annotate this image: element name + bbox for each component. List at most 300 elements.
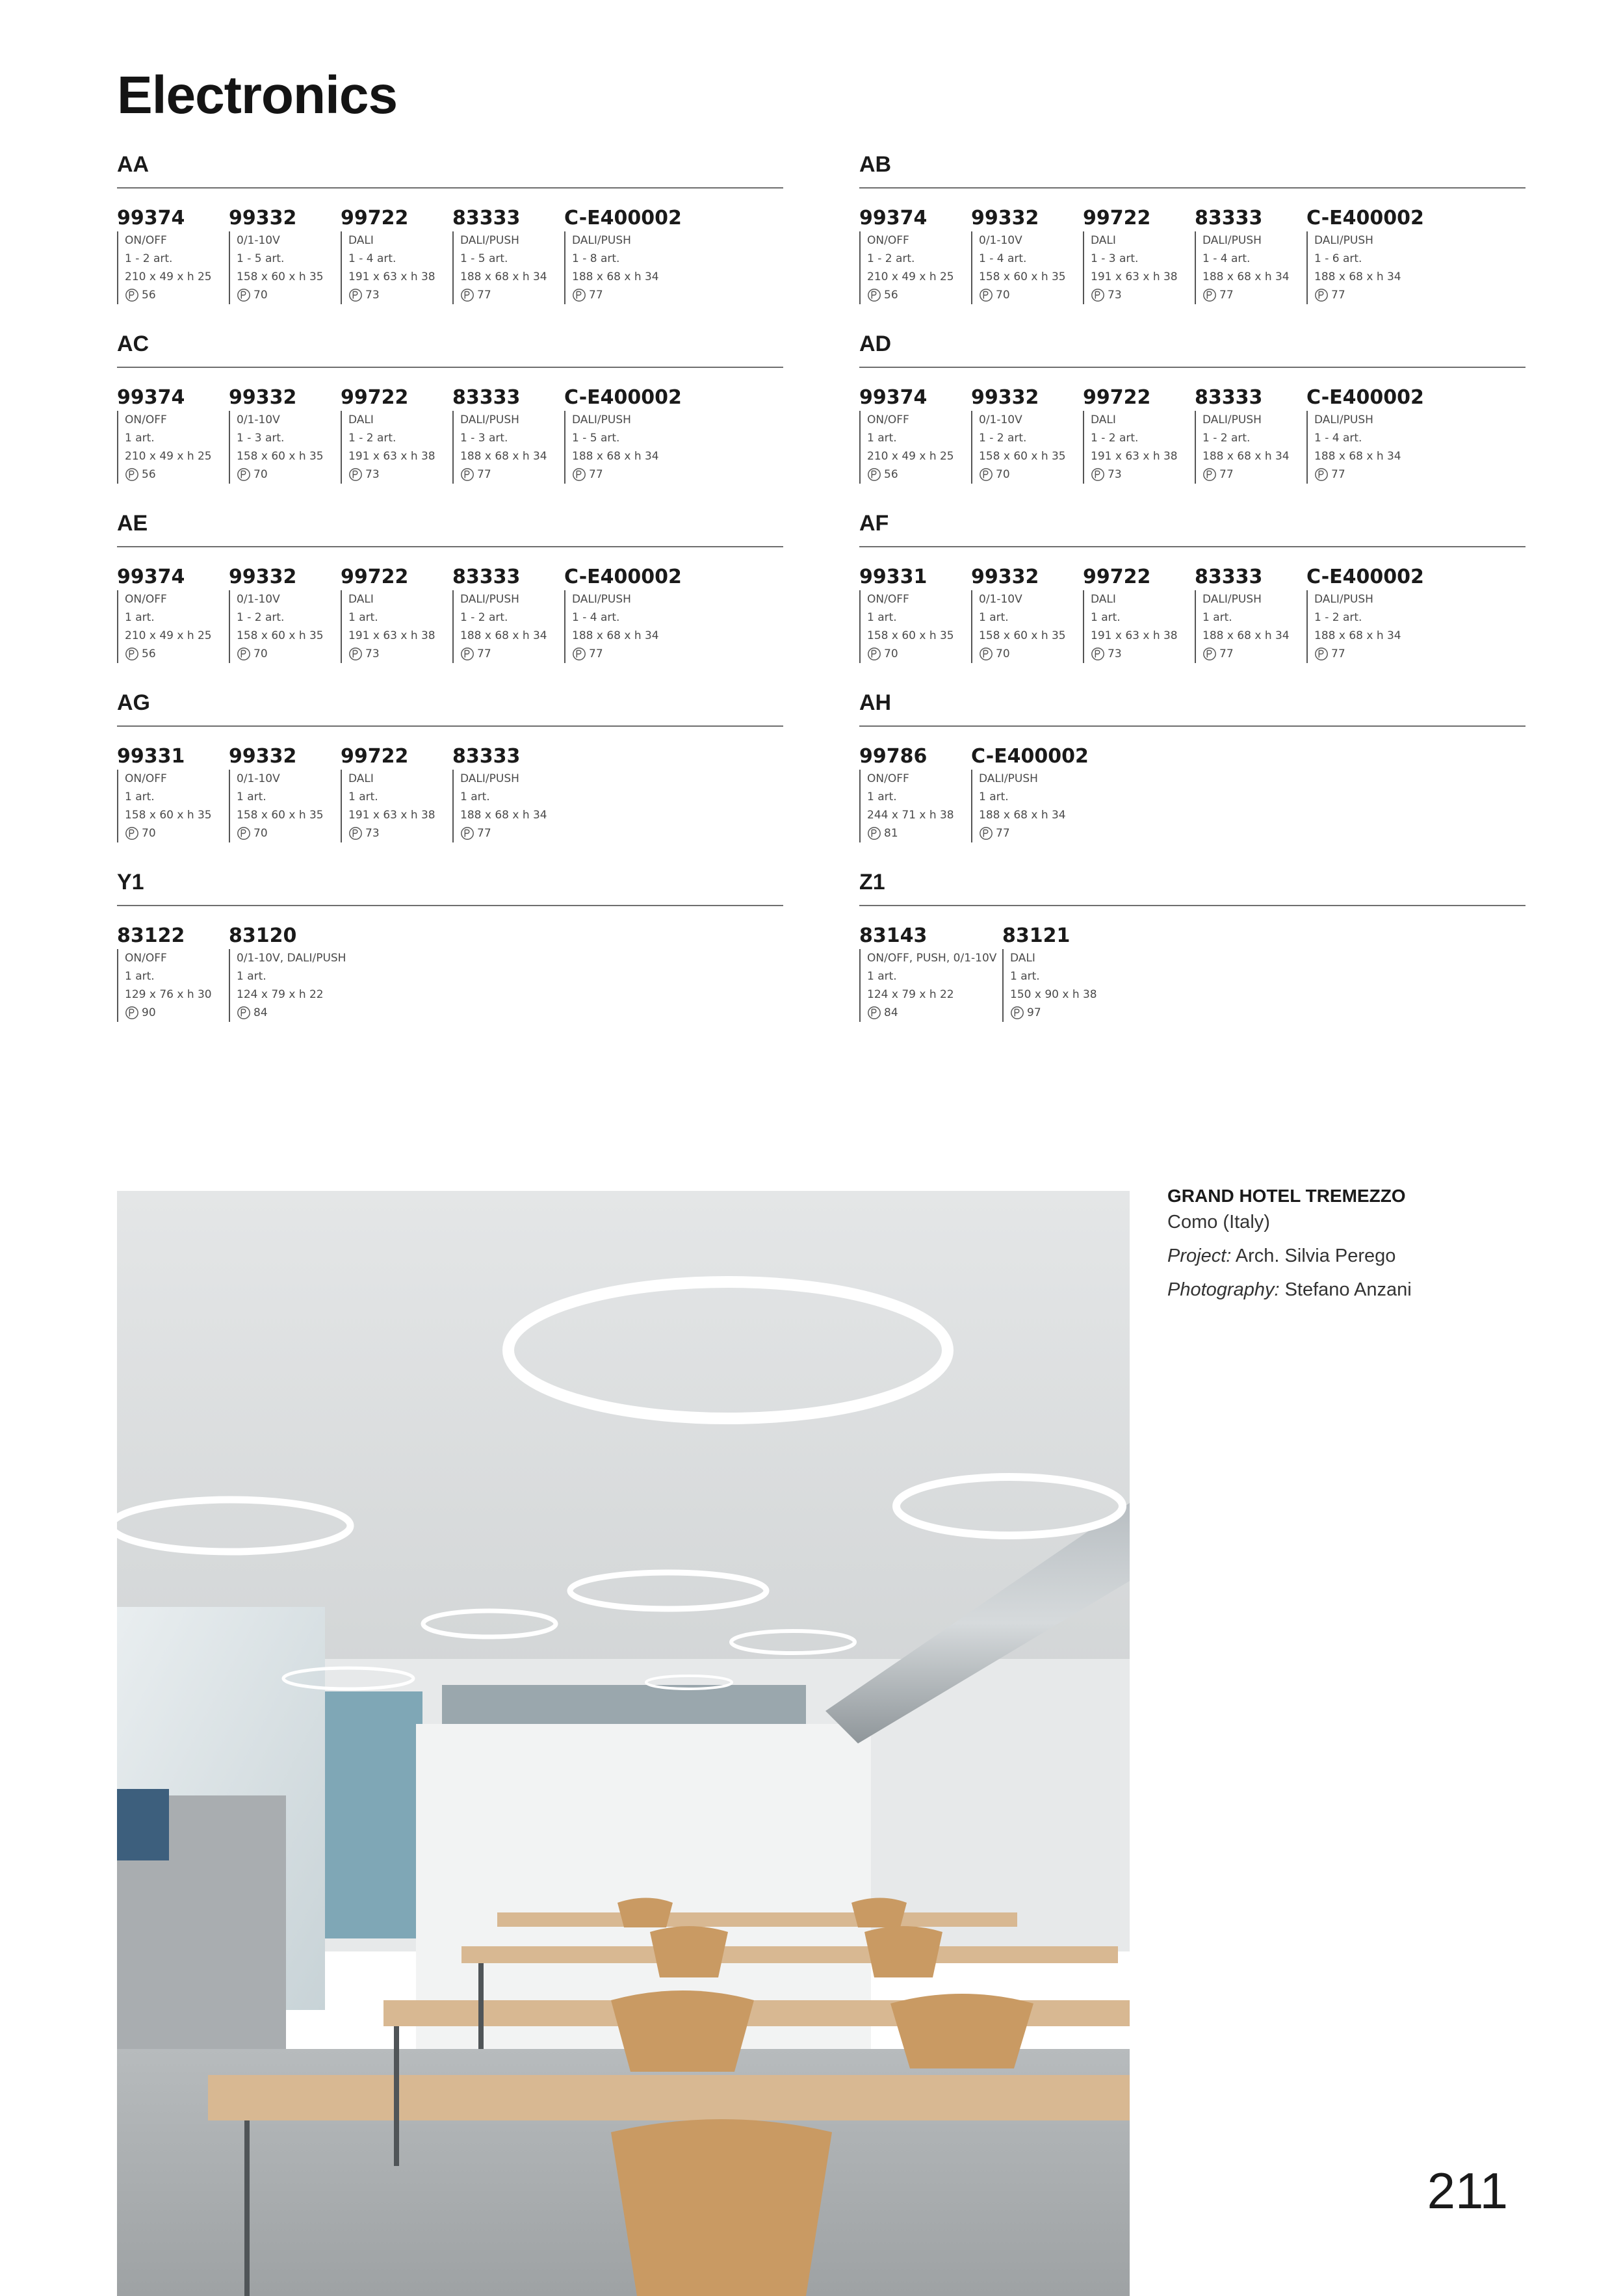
product-list <box>117 386 783 490</box>
product-details <box>341 770 435 842</box>
caption-photography <box>1167 1273 1531 1307</box>
product-item <box>971 207 1066 304</box>
dimensions: 188 x 68 x h 34 <box>1314 450 1401 463</box>
page-reference <box>979 824 1089 842</box>
page-reference <box>237 824 324 842</box>
dimensions: 210 x 49 x h 25 <box>867 450 954 463</box>
dimensions: 210 x 49 x h 25 <box>125 629 212 642</box>
dimensions: 188 x 68 x h 34 <box>572 629 659 642</box>
product-code: C-E400002 <box>971 745 1089 768</box>
dimensions: 124 x 79 x h 22 <box>237 988 324 1001</box>
product-item <box>859 566 954 663</box>
control-type: ON/OFF <box>867 593 909 606</box>
section-label: AH <box>859 690 892 715</box>
control-type: 0/1-10V <box>237 593 280 606</box>
section-label: AA <box>117 152 149 177</box>
page-ref-icon <box>460 467 474 482</box>
control-type: DALI/PUSH <box>979 772 1038 785</box>
product-details <box>341 231 435 304</box>
page-reference <box>979 465 1066 484</box>
page-ref-icon <box>237 288 251 302</box>
control-type: 0/1-10V <box>237 413 280 426</box>
control-type: DALI/PUSH <box>1202 413 1262 426</box>
page-ref-icon <box>125 647 139 661</box>
product-item <box>117 386 212 484</box>
control-type: ON/OFF, PUSH, 0/1-10V <box>867 952 997 965</box>
control-type: DALI/PUSH <box>460 413 519 426</box>
dimensions: 191 x 63 x h 38 <box>348 270 435 283</box>
dimensions: 210 x 49 x h 25 <box>125 270 212 283</box>
product-details <box>229 949 346 1022</box>
page-ref-number: 77 <box>1219 647 1234 660</box>
product-details <box>564 411 682 484</box>
page-ref-number: 73 <box>365 827 380 840</box>
page-reference <box>1314 645 1424 663</box>
quantity-range: 1 art. <box>237 970 266 983</box>
page-ref-number: 70 <box>253 468 268 481</box>
product-code: C-E400002 <box>564 386 682 409</box>
control-type: DALI/PUSH <box>460 772 519 785</box>
page-ref-icon <box>1091 647 1105 661</box>
page-ref-number: 73 <box>1108 647 1122 660</box>
product-details <box>971 411 1066 484</box>
page-reference <box>867 465 954 484</box>
product-code: 99374 <box>117 566 185 588</box>
page-ref-number: 70 <box>142 827 156 840</box>
product-item <box>1083 566 1178 663</box>
section-aa <box>117 148 783 304</box>
caption-location: Como (Italy) <box>1167 1212 1270 1233</box>
dimensions: 158 x 60 x h 35 <box>979 629 1066 642</box>
product-code: 99332 <box>971 566 1039 588</box>
dimensions: 188 x 68 x h 34 <box>572 270 659 283</box>
page-ref-icon <box>348 826 363 841</box>
page-reference <box>348 824 435 842</box>
product-details <box>229 590 324 663</box>
product-list <box>859 207 1526 311</box>
control-type: DALI/PUSH <box>1202 593 1262 606</box>
page-ref-number: 70 <box>996 647 1010 660</box>
product-list <box>859 566 1526 670</box>
page-reference <box>460 286 547 304</box>
page-ref-icon <box>1202 467 1217 482</box>
section-y1 <box>117 866 783 1022</box>
product-details <box>1002 949 1097 1022</box>
product-details <box>1195 590 1290 663</box>
page-ref-icon <box>572 288 586 302</box>
page-reference <box>460 645 547 663</box>
caption-title: GRAND HOTEL TREMEZZO <box>1167 1186 1406 1206</box>
quantity-range: 1 - 2 art. <box>348 432 396 445</box>
product-details <box>452 590 547 663</box>
page-reference <box>125 286 212 304</box>
section-divider <box>859 367 1526 368</box>
product-details <box>1306 590 1424 663</box>
page-ref-icon <box>237 826 251 841</box>
product-details <box>452 231 547 304</box>
quantity-range: 1 - 2 art. <box>867 252 915 265</box>
quantity-range: 1 art. <box>1091 611 1121 624</box>
page-ref-number: 77 <box>1331 468 1345 481</box>
page-ref-icon <box>1202 647 1217 661</box>
quantity-range: 1 - 2 art. <box>460 611 508 624</box>
page-ref-number: 77 <box>589 289 603 302</box>
page-reference <box>1202 645 1290 663</box>
dimensions: 210 x 49 x h 25 <box>867 270 954 283</box>
dimensions: 188 x 68 x h 34 <box>572 450 659 463</box>
page-ref-number: 77 <box>477 289 491 302</box>
product-item <box>971 386 1066 484</box>
page-ref-number: 97 <box>1027 1006 1041 1019</box>
quantity-range: 1 - 2 art. <box>1091 432 1139 445</box>
product-code: 83333 <box>1195 566 1263 588</box>
quantity-range: 1 art. <box>867 970 897 983</box>
section-divider <box>117 905 783 906</box>
page-ref-number: 77 <box>996 827 1010 840</box>
product-code: 83121 <box>1002 924 1071 947</box>
dimensions: 188 x 68 x h 34 <box>1202 629 1290 642</box>
control-type: ON/OFF <box>125 234 167 247</box>
page-reference <box>979 286 1066 304</box>
product-item <box>1306 566 1424 663</box>
section-label: AD <box>859 332 892 356</box>
caption-project-value: Arch. Silvia Perego <box>1231 1246 1396 1266</box>
product-item <box>1195 207 1290 304</box>
page-ref-number: 81 <box>884 827 898 840</box>
page-reference <box>979 645 1066 663</box>
page-reference <box>1091 645 1178 663</box>
page-ref-icon <box>1202 288 1217 302</box>
dimensions: 158 x 60 x h 35 <box>237 629 324 642</box>
dimensions: 129 x 76 x h 30 <box>125 988 212 1001</box>
product-details <box>1083 590 1178 663</box>
page-ref-number: 56 <box>884 468 898 481</box>
product-code: 99722 <box>1083 566 1151 588</box>
product-list <box>117 566 783 670</box>
product-details <box>859 949 996 1022</box>
product-item <box>1306 386 1424 484</box>
page-ref-number: 56 <box>142 468 156 481</box>
control-type: DALI <box>1091 413 1116 426</box>
product-code: 83333 <box>452 566 521 588</box>
quantity-range: 1 - 8 art. <box>572 252 620 265</box>
coffee-machine <box>117 1789 169 1860</box>
product-item <box>564 386 682 484</box>
section-ag <box>117 686 783 842</box>
page-ref-number: 70 <box>253 289 268 302</box>
product-code: 99332 <box>229 207 297 229</box>
page-ref-icon <box>460 288 474 302</box>
page-ref-number: 56 <box>142 647 156 660</box>
product-details <box>564 590 682 663</box>
section-label: Y1 <box>117 870 144 894</box>
page-reference <box>348 645 435 663</box>
quantity-range: 1 - 3 art. <box>1091 252 1139 265</box>
control-type: DALI <box>348 234 374 247</box>
page-reference <box>125 824 212 842</box>
page-ref-icon <box>867 1006 881 1020</box>
page-ref-icon <box>867 826 881 841</box>
page-ref-icon <box>867 288 881 302</box>
section-label: AF <box>859 511 889 536</box>
product-code: 99331 <box>117 745 185 768</box>
quantity-range: 1 - 6 art. <box>1314 252 1362 265</box>
page-ref-icon <box>1091 467 1105 482</box>
section-ab <box>859 148 1526 304</box>
product-item <box>1195 566 1290 663</box>
product-details <box>1195 411 1290 484</box>
product-item <box>452 566 547 663</box>
control-type: DALI <box>1091 593 1116 606</box>
quantity-range: 1 art. <box>979 790 1009 803</box>
caption-photography-label: Photography: <box>1167 1279 1280 1300</box>
dimensions: 188 x 68 x h 34 <box>979 809 1066 822</box>
page-ref-icon <box>348 288 363 302</box>
product-details <box>452 770 547 842</box>
page-ref-icon <box>979 288 993 302</box>
product-details <box>971 590 1066 663</box>
quantity-range: 1 art. <box>979 611 1009 624</box>
section-af <box>859 507 1526 663</box>
page-ref-icon <box>572 647 586 661</box>
quantity-range: 1 - 5 art. <box>572 432 620 445</box>
page-reference <box>867 286 954 304</box>
page-reference <box>125 645 212 663</box>
control-type: DALI/PUSH <box>572 593 631 606</box>
product-item <box>117 566 212 663</box>
product-item <box>859 386 954 484</box>
control-type: 0/1-10V <box>979 413 1022 426</box>
dimensions: 191 x 63 x h 38 <box>348 629 435 642</box>
product-details <box>341 411 435 484</box>
product-item <box>341 207 435 304</box>
product-item <box>564 566 682 663</box>
product-code: 99722 <box>341 207 409 229</box>
product-item <box>971 745 1089 842</box>
product-details <box>229 411 324 484</box>
quantity-range: 1 art. <box>1010 970 1040 983</box>
product-item <box>341 566 435 663</box>
product-code: 99786 <box>859 745 928 768</box>
page-title: Electronics <box>117 66 398 125</box>
quantity-range: 1 - 4 art. <box>1202 252 1251 265</box>
page-ref-number: 73 <box>1108 468 1122 481</box>
dimensions: 191 x 63 x h 38 <box>348 450 435 463</box>
page-reference <box>237 465 324 484</box>
product-details <box>341 590 435 663</box>
control-type: ON/OFF <box>867 772 909 785</box>
product-item <box>452 207 547 304</box>
page-ref-icon <box>237 1006 251 1020</box>
section-ad <box>859 328 1526 484</box>
dimensions: 188 x 68 x h 34 <box>460 270 547 283</box>
product-item <box>229 745 324 842</box>
product-item <box>1306 207 1424 304</box>
product-details <box>117 949 212 1022</box>
product-code: 99374 <box>859 386 928 409</box>
control-type: 0/1-10V <box>979 234 1022 247</box>
window-door <box>325 1691 422 1938</box>
page-reference <box>867 645 954 663</box>
quantity-range: 1 - 4 art. <box>348 252 396 265</box>
page-reference <box>1202 465 1290 484</box>
page-ref-number: 70 <box>884 647 898 660</box>
product-item <box>452 386 547 484</box>
control-type: DALI <box>348 413 374 426</box>
control-type: 0/1-10V <box>979 593 1022 606</box>
product-details <box>564 231 682 304</box>
dimensions: 210 x 49 x h 25 <box>125 450 212 463</box>
section-label: AC <box>117 332 149 356</box>
page-ref-number: 84 <box>884 1006 898 1019</box>
page-ref-icon <box>125 1006 139 1020</box>
control-type: DALI/PUSH <box>572 413 631 426</box>
product-item <box>117 207 212 304</box>
page-ref-number: 77 <box>589 647 603 660</box>
product-details <box>1083 411 1178 484</box>
product-code: C-E400002 <box>1306 207 1424 229</box>
control-type: DALI <box>348 772 374 785</box>
section-divider <box>859 905 1526 906</box>
page-ref-icon <box>867 467 881 482</box>
product-details <box>229 770 324 842</box>
product-details <box>971 231 1066 304</box>
product-code: 99332 <box>971 207 1039 229</box>
product-code: 99332 <box>229 566 297 588</box>
page-ref-icon <box>125 826 139 841</box>
product-details <box>859 231 954 304</box>
product-code: 99332 <box>229 386 297 409</box>
page-ref-number: 77 <box>477 647 491 660</box>
quantity-range: 1 - 2 art. <box>237 611 285 624</box>
section-divider <box>117 546 783 547</box>
product-details <box>117 411 212 484</box>
page-reference <box>237 286 324 304</box>
page-reference <box>1314 286 1424 304</box>
page-ref-icon <box>125 288 139 302</box>
control-type: ON/OFF <box>125 952 167 965</box>
page-ref-number: 77 <box>1331 289 1345 302</box>
product-item <box>1083 207 1178 304</box>
control-type: DALI <box>1010 952 1035 965</box>
product-list <box>117 924 783 1028</box>
product-details <box>859 590 954 663</box>
control-type: DALI/PUSH <box>572 234 631 247</box>
product-item <box>971 566 1066 663</box>
dimensions: 188 x 68 x h 34 <box>460 809 547 822</box>
product-code: 99374 <box>859 207 928 229</box>
product-item <box>117 745 212 842</box>
product-item <box>1002 924 1097 1022</box>
page-ref-number: 77 <box>589 468 603 481</box>
product-details <box>859 411 954 484</box>
control-type: DALI/PUSH <box>1314 234 1373 247</box>
page-ref-icon <box>1314 647 1329 661</box>
page-reference <box>460 465 547 484</box>
quantity-range: 1 art. <box>867 432 897 445</box>
back-wall-shadow <box>442 1685 806 1724</box>
page-ref-number: 77 <box>1219 289 1234 302</box>
product-item <box>229 924 346 1022</box>
page-ref-number: 70 <box>253 647 268 660</box>
product-details <box>1083 231 1178 304</box>
page-reference <box>125 465 212 484</box>
page-reference <box>1091 465 1178 484</box>
product-code: C-E400002 <box>1306 386 1424 409</box>
page-ref-icon <box>237 647 251 661</box>
product-code: 99722 <box>1083 207 1151 229</box>
page-reference <box>237 645 324 663</box>
quantity-range: 1 - 3 art. <box>460 432 508 445</box>
section-divider <box>859 546 1526 547</box>
dimensions: 158 x 60 x h 35 <box>237 450 324 463</box>
section-label: AE <box>117 511 148 536</box>
product-details <box>859 770 954 842</box>
page-reference <box>1202 286 1290 304</box>
section-ac <box>117 328 783 484</box>
page-ref-number: 70 <box>253 827 268 840</box>
page-ref-icon <box>1010 1006 1024 1020</box>
product-code: 83333 <box>1195 386 1263 409</box>
page-ref-number: 84 <box>253 1006 268 1019</box>
page-reference <box>1091 286 1178 304</box>
product-code: 83120 <box>229 924 297 947</box>
page-ref-icon <box>979 826 993 841</box>
section-divider <box>117 367 783 368</box>
product-code: 99331 <box>859 566 928 588</box>
control-type: DALI <box>1091 234 1116 247</box>
control-type: DALI/PUSH <box>1314 413 1373 426</box>
page-ref-number: 77 <box>1331 647 1345 660</box>
product-details <box>452 411 547 484</box>
dimensions: 191 x 63 x h 38 <box>1091 270 1178 283</box>
page-reference <box>1314 465 1424 484</box>
product-code: 99332 <box>971 386 1039 409</box>
control-type: ON/OFF <box>125 593 167 606</box>
product-list <box>859 924 1526 1028</box>
section-label: AB <box>859 152 892 177</box>
product-details <box>1306 231 1424 304</box>
control-type: 0/1-10V <box>237 234 280 247</box>
quantity-range: 1 - 5 art. <box>237 252 285 265</box>
quantity-range: 1 art. <box>348 611 378 624</box>
page-ref-number: 70 <box>996 289 1010 302</box>
page-ref-number: 77 <box>1219 468 1234 481</box>
quantity-range: 1 art. <box>867 790 897 803</box>
page-reference <box>1010 1004 1097 1022</box>
dimensions: 188 x 68 x h 34 <box>1314 629 1401 642</box>
quantity-range: 1 - 5 art. <box>460 252 508 265</box>
product-details <box>1306 411 1424 484</box>
project-caption <box>1167 1183 1531 1307</box>
section-label: Z1 <box>859 870 885 894</box>
section-ae <box>117 507 783 663</box>
dimensions: 244 x 71 x h 38 <box>867 809 954 822</box>
product-code: 83333 <box>452 207 521 229</box>
page-ref-number: 70 <box>996 468 1010 481</box>
page-reference <box>348 465 435 484</box>
control-type: ON/OFF <box>867 413 909 426</box>
page-ref-icon <box>460 826 474 841</box>
page-ref-icon <box>1314 288 1329 302</box>
dimensions: 158 x 60 x h 35 <box>979 270 1066 283</box>
page-ref-icon <box>1314 467 1329 482</box>
product-item <box>341 386 435 484</box>
product-code: 99374 <box>117 207 185 229</box>
product-details <box>117 770 212 842</box>
page-ref-number: 73 <box>365 647 380 660</box>
product-code: 99722 <box>341 745 409 768</box>
